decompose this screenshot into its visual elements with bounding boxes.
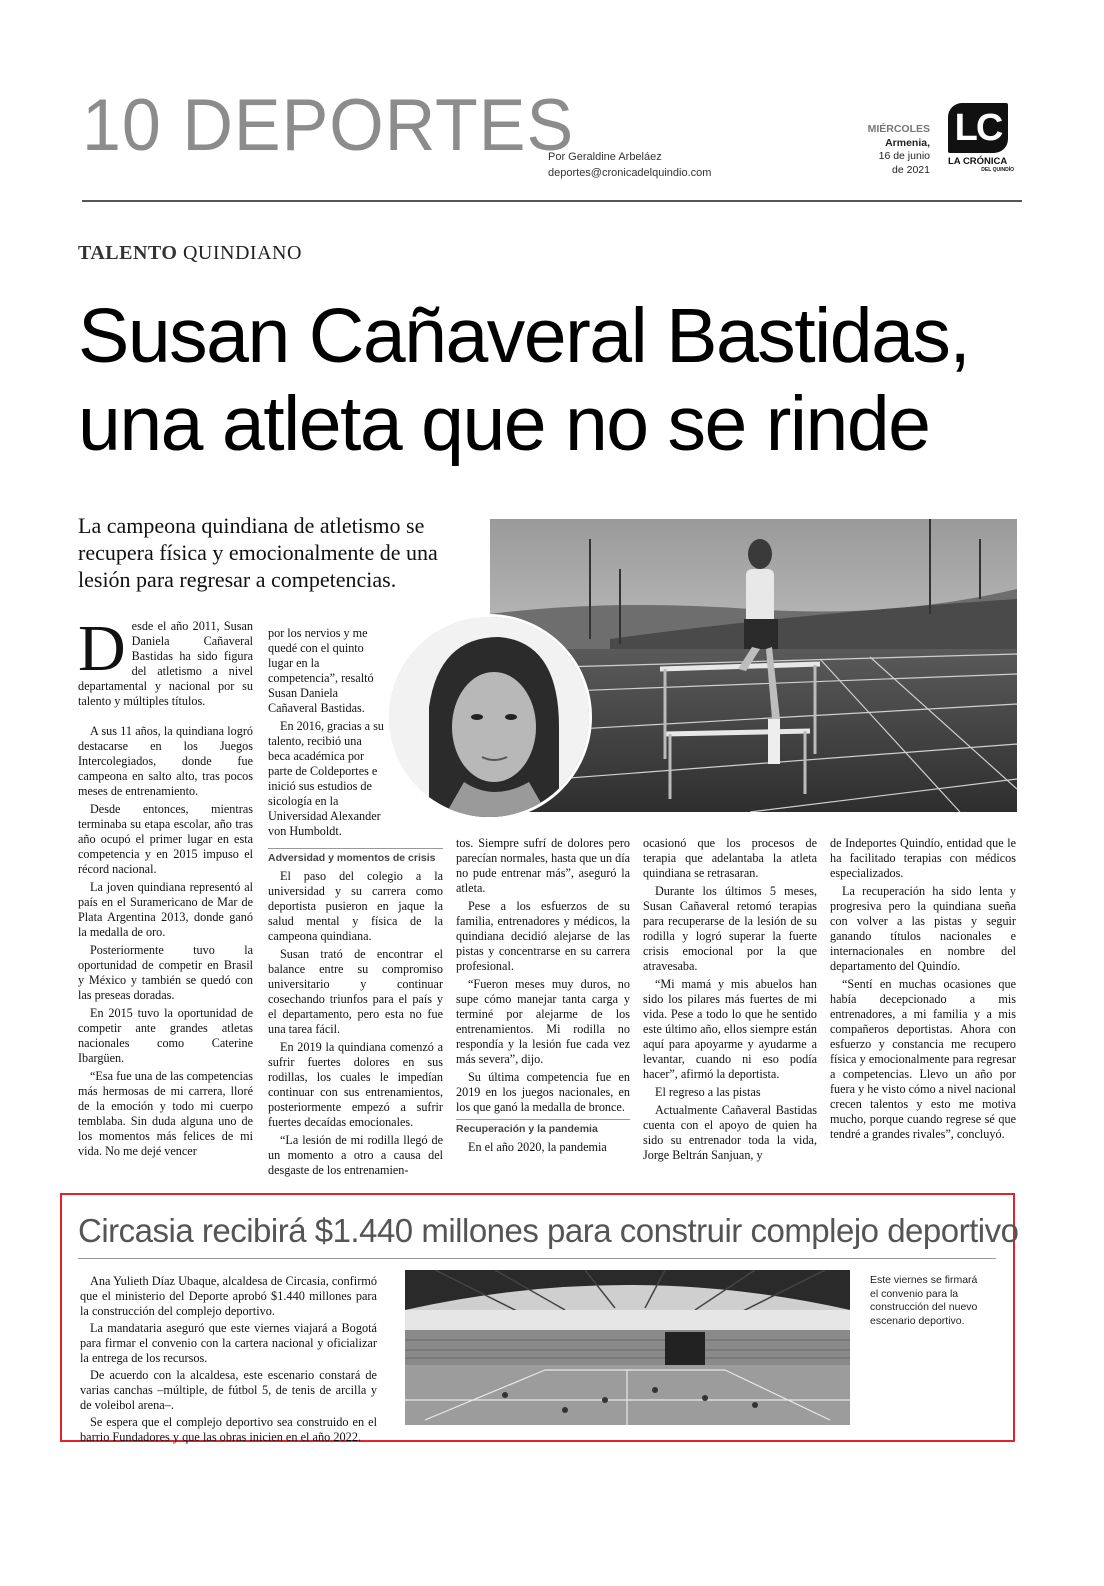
newspaper-logo [948,103,1014,173]
paragraph: esde el año 2011, Susan Daniela Cañaveral Bastidas ha sido figura del atletismo a nivel departamental y nacional por su talento y múltiples títulos. [78,619,253,708]
paragraph: Pese a los esfuerzos de su familia, entrenadores y médicos, la quindiana decidió alejarse de las pistas y concentrarse en su carrera profesional. [456,899,630,973]
paragraph: Susan trató de encontrar el balance entre su compromiso universitario y continuar cosechando triunfos para el país y el departamento, pero esta no fue una tarea fácil. [268,947,443,1036]
dropcap: D [78,612,126,685]
kicker [78,242,302,265]
dateline [838,123,930,178]
brief-photo-caption: Este viernes se firmará el convenio para la construcción del nuevo escenario deportivo. [870,1274,978,1327]
brief-headline: Circasia recibirá $1.440 millones para construir complejo deportivo [78,1212,1019,1249]
article-column-2 [268,844,443,1181]
headline-line1: Susan Cañaveral Bastidas, [78,293,970,379]
logo-initials: LC [948,103,1008,153]
header-rule [82,200,1022,202]
paragraph: En el año 2020, la pandemia [468,1140,607,1154]
paragraph: ocasionó que los procesos de terapia que adelantaba la atleta quindiana se retrasaran. [643,836,817,880]
logo-subtitle: DEL QUINDÍO [981,167,1014,173]
paragraph: “Fueron meses muy duros, no supe cómo manejar tanta carga y terminé por alejarme de los entrenamientos. Mi rodilla no respondía y la lesión fue cada vez más severa”, dijo. [456,977,630,1066]
article-column-2-top [268,626,384,842]
author: Por Geraldine Arbeláez [548,151,662,163]
paragraph: Durante los últimos 5 meses, Susan Cañaveral retomó terapias para recuperarse de la lesión de su rodilla y logró superar la fuerte crisis emocional por la que atravesaba. [643,884,817,973]
article-column-3 [456,836,630,1158]
paragraph: “Mi mamá y mis abuelos han sido los pilares más fuertes de mi vida. Pese a todo lo que he sentido este último año, ellos siempre están aquí para apoyarme y ayudarme a levantar, cuando ni eso podía hacer”, afirmó la deportista. [643,977,817,1081]
paragraph: A sus 11 años, la quindiana logró destacarse en los Juegos Intercolegiados, donde fue campeona en salto alto, tras pocos meses de entrenamiento. [78,724,253,798]
paragraph: La joven quindiana representó al país en el Suramericano de Mar de Plata Argentina 2013, donde ganó la medalla de oro. [78,880,253,939]
sports-arena-photo [405,1270,850,1425]
paragraph: En 2015 tuvo la oportunidad de competir ante grandes atletas nacionales como Caterine Ibargüen. [78,1006,253,1065]
paragraph: de Indeportes Quindío, entidad que le ha facilitado terapias con médicos especializados. [830,836,1016,880]
paragraph: En 2016, gracias a su talento, recibió una beca académica por parte de Coldeportes e inició sus estudios de sicología en la Universidad Alexander von Humboldt. [268,719,384,838]
paragraph: Posteriormente tuvo la oportunidad de competir en Brasil y México y también se quedó con las preseas doradas. [78,943,253,1002]
paragraph: Desde entonces, mientras terminaba su etapa escolar, año tras año ocupó el primer lugar en esta competencia y en 2015 impuso el récord nacional. [78,802,253,876]
paragraph: En 2019 la quindiana comenzó a sufrir fuertes dolores en sus rodillas, los cuales le impedían continuar con sus entrenamientos, posteriormente empezó a sufrir fuertes decaídas emocionales. [268,1040,443,1129]
date-line2: de 2021 [892,163,930,176]
article-column-4 [643,836,817,1166]
paragraph: La recuperación ha sido lenta y progresiva pero la quindiana sueña con volver a las pistas y seguir ganando títulos nacionales e internacionales en nombre del departamento del Quindío. [830,884,1016,973]
paragraph: La mandataria aseguró que este viernes viajará a Bogotá para firmar el convenio con la cartera nacional y oficializar la entrega de los recursos. [80,1321,377,1365]
paragraph: Actualmente Cañaveral Bastidas cuenta con el apoyo de quien ha sido su entrenador toda la vida, Jorge Beltrán Sanjuan, y [643,1103,817,1162]
paragraph: Su última competencia fue en 2019 en los juegos nacionales, en los que ganó la medalla de bronce. [456,1070,630,1114]
byline [548,150,711,182]
headline-line2: una atleta que no se rinde [78,381,930,467]
paragraph: “Sentí en muchas ocasiones que había decepcionado a mis entrenadores, a mi familia y a mis compañeros deportistas. Ahora con esfuerzo y constancia me recupero física y emocionalmente para regresar a competencias. Llevo un año por fuera y he visto cómo a nivel nacional crecen talentos y esto me motiva mucho, porque cuando regrese sé que tendré a grandes rivales”, concluyó. [830,977,1016,1141]
section-name: DEPORTES [182,84,575,166]
athlete-portrait-photo [386,614,592,820]
paragraph: “Esa fue una de las competencias más hermosas de mi carrera, lloré de la emoción y todo mi cuerpo temblaba. Sin duda alguna uno de los momentos más felices de mi vida. No me dejé vencer [78,1069,253,1158]
paragraph: Se espera que el complejo deportivo sea construido en el barrio Fundadores y que las obras inicien en el año 2022. [80,1415,377,1444]
kicker-rest: QUINDIANO [182,242,302,264]
date-day: MIÉRCOLES [867,123,930,135]
article-column-1 [78,612,253,1162]
headline [78,292,1018,468]
date-city: Armenia, [885,136,930,149]
paragraph: “La lesión de mi rodilla llegó de un momento a otro a causa del desgaste de los entrenamien- [268,1133,443,1177]
brief-rule [78,1258,996,1259]
kicker-bold: TALENTO [78,242,178,264]
article-column-5 [830,836,1016,1145]
page-number: 10 [82,84,162,166]
subhead-crisis: Adversidad y momentos de crisis [268,848,443,866]
paragraph: Ana Yulieth Díaz Ubaque, alcaldesa de Circasia, confirmó que el ministerio del Deporte aprobó $1.440 millones para la construcción del complejo deportivo. [80,1274,377,1318]
paragraph: por los nervios y me quedé con el quinto lugar en la competencia”, resaltó Susan Daniela Cañaveral Bastidas. [268,626,374,715]
section-title [82,84,575,166]
paragraph: El paso del colegio a la universidad y su carrera como deportista pusieron en jaque la salud mental y física de la campeona quindiana. [268,869,443,943]
brief-text [80,1274,377,1447]
dek: La campeona quindiana de atletismo se recupera física y emocionalmente de una lesión para regresar a competencias. [78,513,438,592]
date-line1: 16 de junio [878,150,930,163]
logo-name: LA CRÓNICA [948,156,1008,167]
author-email: deportes@cronicadelquindio.com [548,166,712,179]
subhead-recovery: Recuperación y la pandemia [456,1119,630,1137]
paragraph: tos. Siempre sufrí de dolores pero parecían normales, hasta que un día no pude entrenar más”, aseguró la atleta. [456,836,630,895]
lead-paragraph [78,612,253,709]
paragraph: De acuerdo con la alcaldesa, este escenario constará de varias canchas –múltiple, de fútbol 5, de tenis de arcilla y de voleibol arena–. [80,1368,377,1412]
subhead-return: El regreso a las pistas [655,1085,761,1099]
